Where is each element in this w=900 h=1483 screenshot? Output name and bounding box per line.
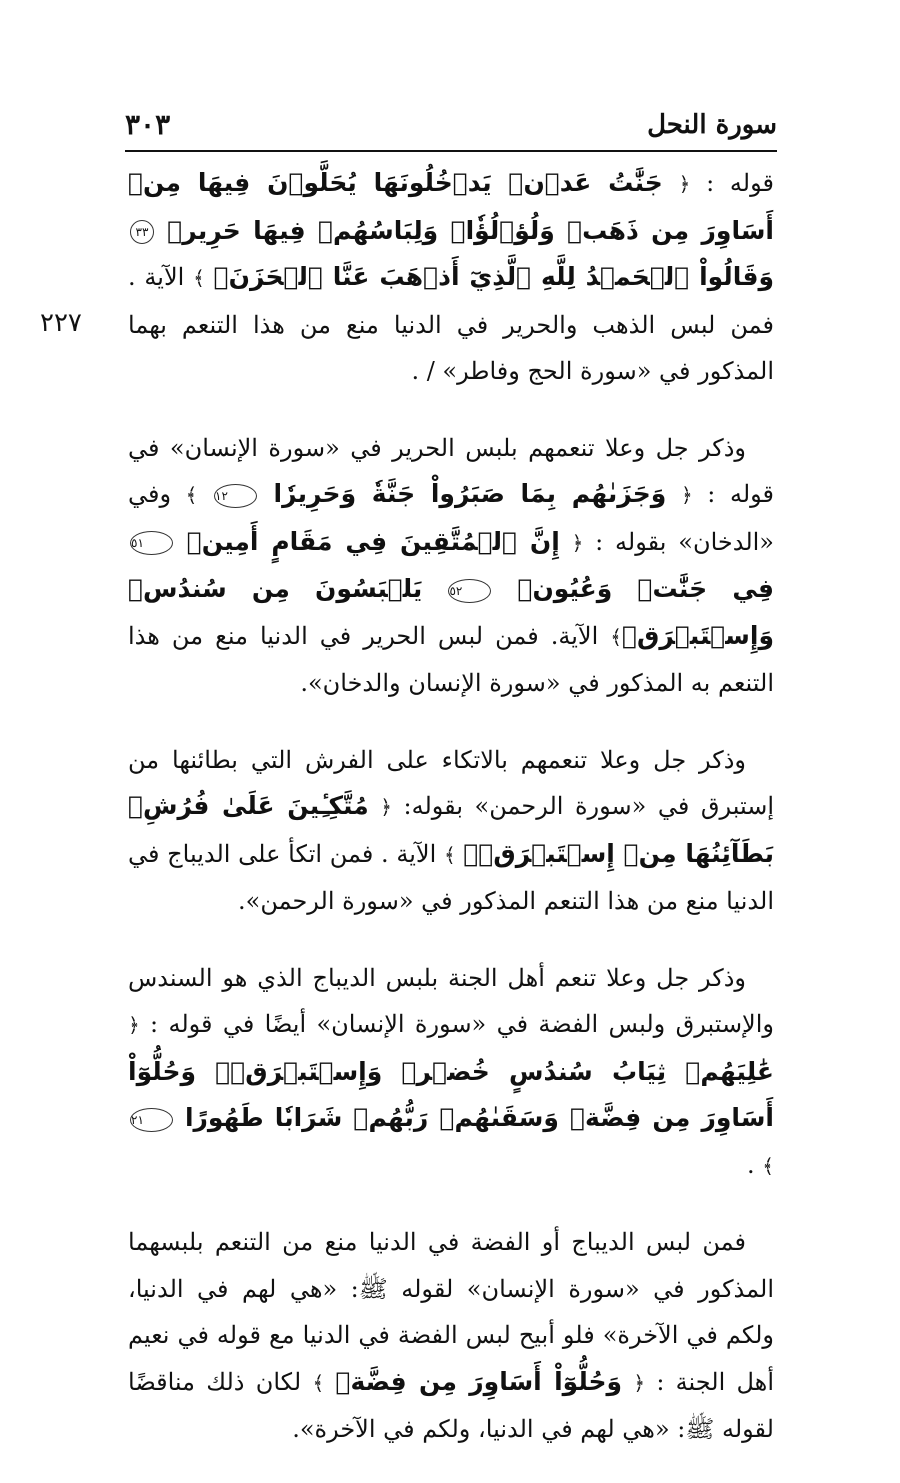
text: وذكر جل وعلا تنعمهم بلبس الحرير في «سورة الإنسان» في قوله : <box>128 433 774 508</box>
text: الآية . فمن لبس الذهب والحرير في الدنيا منع من هذا التنعم بهما المذكور في «سورة الحج وفاطر» / . <box>128 263 774 385</box>
paragraph-3 <box>128 737 774 925</box>
text: . <box>747 1150 763 1179</box>
ornament-open: ﴿ <box>380 795 392 819</box>
quran-verse: وَجَزَىٰهُم بِمَا صَبَرُواْ جَنَّةٗ وَحَرِيرٗا <box>273 479 667 508</box>
text: الآية . فمن اتكأ على الديباج في الدنيا منع من هذا التنعم المذكور في «سورة الرحمن». <box>128 839 774 915</box>
text: وفي «الدخان» بقوله : <box>128 480 774 556</box>
ornament-close: ﴾ <box>443 842 456 867</box>
quran-verse: إِنَّ ٱلۡمُتَّقِينَ فِي مَقَامٍ أَمِينٖ <box>186 526 560 556</box>
paragraph-2 <box>128 425 774 707</box>
quran-verse: وَحُلُّوٓاْ أَسَاوِرَ مِن فِضَّةٖ <box>335 1366 623 1396</box>
ornament-close: ﴾ <box>762 1153 774 1178</box>
margin-page-reference: ٢٢٧ <box>40 308 82 338</box>
ornament-close: ﴾ <box>185 483 198 507</box>
ornament-open: ﴿ <box>571 530 584 555</box>
running-title: سورة النحل <box>647 110 777 140</box>
ornament-close: ﴾ <box>193 266 205 290</box>
text: وذكر جل وعلا تنعمهم بالاتكاء على الفرش التي بطائنها من إستبرق في «سورة الرحمن» بقوله: <box>128 745 774 820</box>
ayah-number: ٥١ <box>130 531 173 555</box>
quran-verse: عَٰلِيَهُمۡ ثِيَابُ سُندُسٍ خُضۡرٞ وَإِسۡتَبۡرَقٞۖ وَحُلُّوٓاْ أَسَاوِرَ مِن فِضَّةٖ وَسَقَىٰهُمۡ رَبُّهُمۡ شَرَابٗا طَهُورًا <box>128 1056 774 1132</box>
paragraph-4 <box>128 955 774 1190</box>
quran-verse: مُتَّكِـِٔينَ عَلَىٰ فُرُشِۭ بَطَآئِنُهَا مِنۡ إِسۡتَبۡرَقٖۚ <box>128 791 774 868</box>
ornament-close: ﴾ <box>610 624 622 649</box>
ornament-close: ﴾ <box>312 1370 325 1395</box>
quran-verse: وَقَالُواْ ٱلۡحَمۡدُ لِلَّهِ ٱلَّذِيٓ أَذۡهَبَ عَنَّا ٱلۡحَزَنَۖ <box>213 262 774 291</box>
text: فمن لبس الديباج أو الفضة في الدنيا منع من التنعم بلبسهما المذكور في «سورة الإنسان» لقوله ﷺ: «هي لهم في الدنيا، ولكم في الآخرة» فلو أبيح لبس الفضة في الدنيا مع قوله في نعيم أهل الجنة : <box>128 1228 775 1396</box>
text: لكان ذلك مناقضًا لقوله ﷺ: «هي لهم في الدنيا، ولكم في الآخرة». <box>128 1367 774 1443</box>
ornament-open: ﴿ <box>128 1013 140 1037</box>
text: قوله : <box>690 169 774 197</box>
quran-verse: يَلۡبَسُونَ مِن سُندُسٖ وَإِسۡتَبۡرَقٖ <box>128 574 774 650</box>
ayah-number: ٢١ <box>130 1108 173 1132</box>
ayah-number: ٣٣ <box>130 220 154 244</box>
quran-verse: جَنَّٰتُ عَدۡنٖ يَدۡخُلُونَهَا يُحَلَّوۡنَ فِيهَا مِنۡ أَسَاوِرَ مِن ذَهَبٖ وَلُؤۡلُؤٗاۖ وَلِبَاسُهُمۡ فِيهَا حَرِيرٞ <box>128 168 774 245</box>
page-body <box>128 160 774 1483</box>
quran-verse: فِي جَنَّٰتٖ وَعُيُونٖ <box>517 574 774 603</box>
text: الآية. فمن لبس الحرير في الدنيا منع من هذا التنعم به المذكور في «سورة الإنسان والدخان». <box>128 621 774 697</box>
page-header <box>125 108 777 152</box>
ayah-number: ١٢ <box>214 484 257 508</box>
paragraph-1 <box>128 160 774 395</box>
ornament-open: ﴿ <box>678 172 691 196</box>
text: وذكر جل وعلا تنعم أهل الجنة بلبس الديباج الذي هو السندس والإستبرق ولبس الفضة في «سورة الإنسان» أيضًا في قوله : <box>128 963 774 1038</box>
ornament-open: ﴿ <box>633 1370 646 1395</box>
ayah-number: ٥٢ <box>448 579 491 603</box>
paragraph-5 <box>128 1219 774 1453</box>
page-number: ٣٠٣ <box>125 108 171 141</box>
ornament-open: ﴿ <box>680 483 693 507</box>
